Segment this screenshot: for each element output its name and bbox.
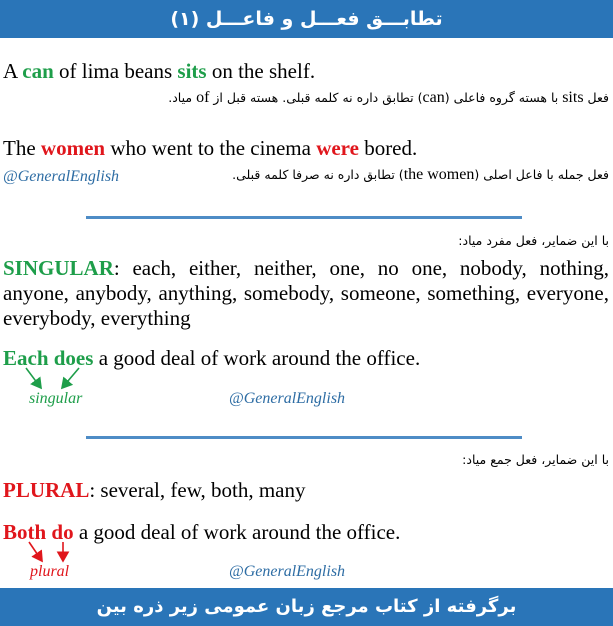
singular-annotation: singular [29,390,83,407]
subject-word: women [40,136,106,160]
subject-word: can [22,59,54,83]
channel-handle: @GeneralEnglish [229,563,346,580]
plural-label: PLURAL [3,478,90,502]
plural-annotation: plural [30,563,70,580]
example-subject: Each does [3,346,94,370]
example-sentence-2: The women who went to the cinema were bored. [3,136,418,160]
plural-arrow-left-icon [29,542,42,561]
singular-label: SINGULAR [3,256,114,280]
source-text: برگرفته از کتاب مرجع زبان عمومی زیر ذره بین [96,596,517,617]
page-title: تطابـــق فعـــل و فاعـــل (۱) [170,8,443,30]
source-banner [0,588,613,626]
channel-handle: @GeneralEnglish [3,168,120,185]
singular-intro: با این ضمایر، فعل مفرد میاد: [458,233,609,248]
plural-intro: با این ضمایر، فعل جمع میاد: [462,452,609,467]
singular-arrow-right-icon [62,368,79,388]
example-subject: Both do [3,520,74,544]
plural-example: Both do a good deal of work around the office. [3,520,401,544]
persian-note-2: فعل جمله با فاعل اصلی (the women) تطابق داره نه صرفا کلمه قبلی. [232,166,609,183]
plural-pronoun-list: PLURAL: several, few, both, many [3,478,306,502]
verb-word: were [316,136,359,160]
singular-example: Each does a good deal of work around the office. [3,346,421,370]
singular-pronoun-list: SINGULAR: each, either, neither, one, no one, nobody, nothing, anyone, anybody, anything, somebody, someone, something, everyone, everybody, everything [3,256,609,330]
example-sentence-1: A can of lima beans sits on the shelf. [3,59,316,83]
persian-note-1: فعل sits با هسته گروه فاعلی (can) تطابق داره نه کلمه قبلی. هسته قبل از of میاد. [168,89,609,106]
channel-handle: @GeneralEnglish [229,390,346,407]
verb-word: sits [177,59,207,83]
singular-arrow-left-icon [26,368,41,388]
